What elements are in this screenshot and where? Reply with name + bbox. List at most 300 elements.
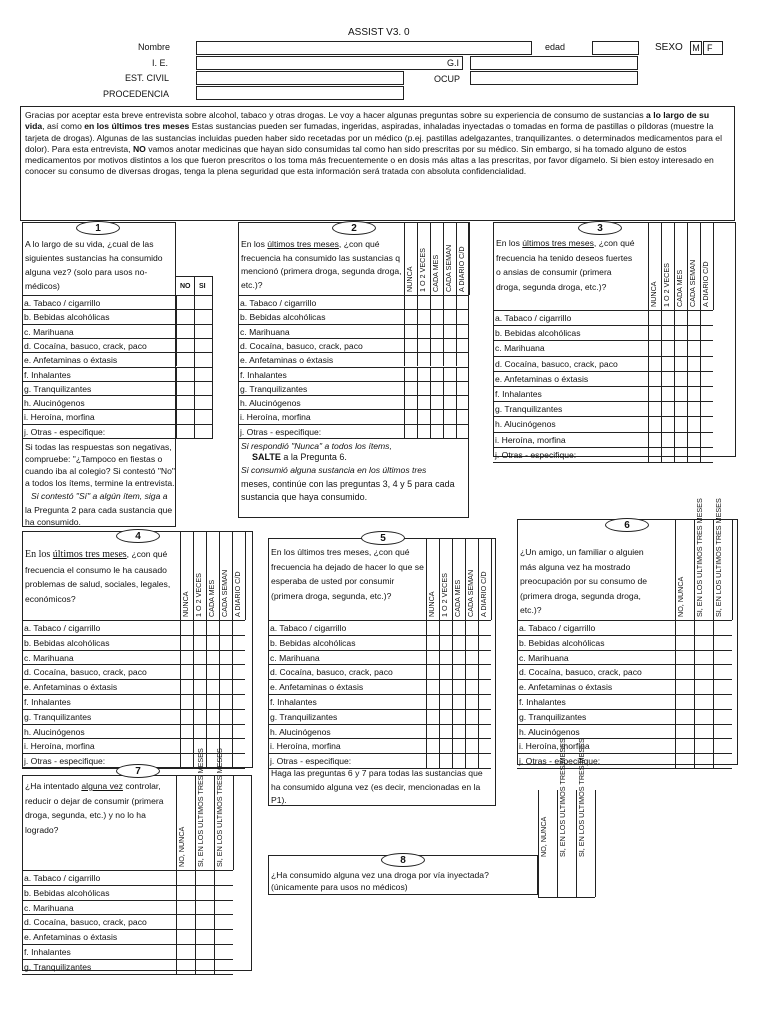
q6-answer-cell[interactable] bbox=[713, 664, 732, 679]
q4-answer-cell[interactable] bbox=[232, 753, 245, 768]
q5-answer-cell[interactable] bbox=[465, 753, 478, 768]
q4-answer-cell[interactable] bbox=[193, 694, 206, 709]
q4-answer-cell[interactable] bbox=[232, 694, 245, 709]
q3-answer-cell[interactable] bbox=[648, 356, 661, 371]
q4-answer-cell[interactable] bbox=[232, 738, 245, 753]
q5-answer-cell[interactable] bbox=[465, 679, 478, 694]
nombre-field[interactable] bbox=[196, 41, 532, 55]
q2-answer-cell[interactable] bbox=[404, 424, 417, 438]
q1-answer-cell[interactable] bbox=[194, 367, 212, 381]
q6-answer-cell[interactable] bbox=[675, 664, 694, 679]
q5-answer-cell[interactable] bbox=[452, 709, 465, 724]
q4-answer-cell[interactable] bbox=[180, 679, 193, 694]
q6-answer-cell[interactable] bbox=[675, 635, 694, 650]
q3-answer-cell[interactable] bbox=[687, 325, 700, 340]
q7-answer-cell[interactable] bbox=[214, 959, 233, 974]
q7-answer-cell[interactable] bbox=[195, 959, 214, 974]
q5-answer-cell[interactable] bbox=[465, 694, 478, 709]
q3-answer-cell[interactable] bbox=[687, 447, 700, 462]
q4-answer-cell[interactable] bbox=[219, 679, 232, 694]
q5-header-col bbox=[491, 538, 492, 620]
q6-question: ¿Un amigo, un familiar o alguien más alguna vez ha mostrado preocupación por su consumo de (primera droga, segunda droga, etc.)? bbox=[520, 547, 648, 615]
q4-answer-cell[interactable] bbox=[206, 709, 219, 724]
q5-answer-cell[interactable] bbox=[478, 679, 491, 694]
q4-answer-cell[interactable] bbox=[180, 753, 193, 768]
q1-answer-cell[interactable] bbox=[194, 324, 212, 338]
q4-answer-cell[interactable] bbox=[232, 620, 245, 635]
q5-answer-cell[interactable] bbox=[465, 709, 478, 724]
q1-row: j. Otras - especifique: bbox=[22, 424, 212, 438]
q2-row: j. Otras - especifique: bbox=[238, 424, 469, 438]
q2-answer-cell[interactable] bbox=[443, 309, 456, 323]
q3-number: 3 bbox=[578, 221, 622, 235]
q5-row: g. Tranquilizantes bbox=[268, 709, 491, 724]
q5-answer-cell[interactable] bbox=[426, 709, 439, 724]
q2-answer-cell[interactable] bbox=[417, 409, 430, 423]
q4-answer-cell[interactable] bbox=[180, 650, 193, 665]
q3-answer-cell[interactable] bbox=[661, 371, 674, 386]
q2-answer-cell[interactable] bbox=[456, 295, 469, 309]
q3-answer-cell[interactable] bbox=[687, 416, 700, 431]
q1-note-2: Si contestó "Sí" a algún ítem, siga a bbox=[31, 491, 168, 501]
q3-row: e. Anfetaminas o éxtasis bbox=[493, 371, 713, 386]
q2-note-1: Si respondió "Nunca" a todos los ítems, bbox=[241, 441, 392, 451]
q2-answer-cell[interactable] bbox=[443, 424, 456, 438]
q3-answer-cell[interactable] bbox=[648, 432, 661, 447]
q4-answer-cell[interactable] bbox=[206, 664, 219, 679]
q1-answer-cell[interactable] bbox=[194, 424, 212, 438]
q4-answer-cell[interactable] bbox=[193, 724, 206, 739]
q2-answer-cell[interactable] bbox=[443, 409, 456, 423]
sexo-m-box[interactable]: M bbox=[690, 41, 702, 55]
q5-answer-cell[interactable] bbox=[439, 650, 452, 665]
civil-field[interactable] bbox=[196, 71, 404, 85]
q3-answer-cell[interactable] bbox=[661, 401, 674, 416]
q1-answer-cell[interactable] bbox=[176, 367, 194, 381]
q5-answer-cell[interactable] bbox=[426, 753, 439, 768]
q2-answer-cell[interactable] bbox=[443, 352, 456, 366]
q3-answer-cell[interactable] bbox=[648, 447, 661, 462]
q3-answer-cell[interactable] bbox=[661, 386, 674, 401]
q3-answer-cell[interactable] bbox=[674, 310, 687, 325]
q1-answer-cell[interactable] bbox=[194, 395, 212, 409]
q5-answer-cell[interactable] bbox=[452, 738, 465, 753]
q2-answer-cell[interactable] bbox=[456, 309, 469, 323]
q4-answer-cell[interactable] bbox=[180, 724, 193, 739]
q1-answer-cell[interactable] bbox=[176, 424, 194, 438]
q2-answer-cell[interactable] bbox=[443, 381, 456, 395]
q7-row: c. Marihuana bbox=[22, 900, 233, 915]
q2-answer-cell[interactable] bbox=[404, 367, 417, 381]
q6-answer-cell[interactable] bbox=[694, 635, 713, 650]
q6-number: 6 bbox=[605, 518, 649, 532]
q1-answer-cell[interactable] bbox=[176, 381, 194, 395]
q5-answer-cell[interactable] bbox=[465, 620, 478, 635]
q3-answer-cell[interactable] bbox=[661, 432, 674, 447]
q3-answer-cell[interactable] bbox=[648, 325, 661, 340]
q7-answer-cell[interactable] bbox=[214, 944, 233, 959]
q4-answer-cell[interactable] bbox=[193, 664, 206, 679]
q5-answer-cell[interactable] bbox=[452, 664, 465, 679]
q6-answer-cell[interactable] bbox=[675, 738, 694, 753]
q1-answer-cell[interactable] bbox=[176, 309, 194, 323]
q4-answer-cell[interactable] bbox=[180, 738, 193, 753]
q6-answer-cell[interactable] bbox=[694, 679, 713, 694]
gi-field[interactable] bbox=[470, 56, 638, 70]
q4-answer-cell[interactable] bbox=[206, 694, 219, 709]
q5-answer-cell[interactable] bbox=[426, 635, 439, 650]
q5-answer-cell[interactable] bbox=[426, 679, 439, 694]
q6-answer-cell[interactable] bbox=[675, 709, 694, 724]
q4-answer-cell[interactable] bbox=[180, 635, 193, 650]
q1-answer-cell[interactable] bbox=[176, 324, 194, 338]
q2-answer-cell[interactable] bbox=[430, 338, 443, 352]
q6-answer-cell[interactable] bbox=[675, 694, 694, 709]
q3-answer-cell[interactable] bbox=[661, 356, 674, 371]
q2-answer-cell[interactable] bbox=[430, 367, 443, 381]
q4-answer-cell[interactable] bbox=[193, 635, 206, 650]
q2-answer-cell[interactable] bbox=[404, 381, 417, 395]
q4-answer-cell[interactable] bbox=[206, 635, 219, 650]
q2-answer-cell[interactable] bbox=[443, 338, 456, 352]
q5-answer-cell[interactable] bbox=[452, 694, 465, 709]
q5-answer-cell[interactable] bbox=[478, 664, 491, 679]
q4-answer-cell[interactable] bbox=[232, 709, 245, 724]
q2-answer-cell[interactable] bbox=[430, 295, 443, 309]
q5-answer-cell[interactable] bbox=[426, 724, 439, 739]
q3-answer-cell[interactable] bbox=[648, 401, 661, 416]
q5-answer-cell[interactable] bbox=[452, 679, 465, 694]
q5-answer-cell[interactable] bbox=[478, 694, 491, 709]
q3-answer-cell[interactable] bbox=[648, 340, 661, 355]
q7-answer-cell[interactable] bbox=[176, 885, 195, 900]
q7-col-header: SI, EN LOS ULTIMOS TRES MESES bbox=[196, 748, 205, 867]
q2-answer-cell[interactable] bbox=[404, 409, 417, 423]
q7-answer-cell[interactable] bbox=[195, 870, 214, 885]
q1-answer-cell[interactable] bbox=[176, 295, 194, 309]
q2-answer-cell[interactable] bbox=[404, 309, 417, 323]
q6-answer-cell[interactable] bbox=[713, 753, 732, 768]
q3-answer-cell[interactable] bbox=[700, 386, 713, 401]
q3-answer-cell[interactable] bbox=[674, 356, 687, 371]
q6-answer-cell[interactable] bbox=[713, 738, 732, 753]
q5-answer-cell[interactable] bbox=[426, 650, 439, 665]
q4-answer-cell[interactable] bbox=[219, 724, 232, 739]
q3-answer-cell[interactable] bbox=[661, 416, 674, 431]
q3-answer-cell[interactable] bbox=[700, 340, 713, 355]
q3-answer-cell[interactable] bbox=[674, 432, 687, 447]
q6-answer-cell[interactable] bbox=[675, 679, 694, 694]
q1-answer-cell[interactable] bbox=[194, 338, 212, 352]
q6-answer-cell[interactable] bbox=[694, 724, 713, 739]
q5-answer-cell[interactable] bbox=[452, 635, 465, 650]
q2-answer-cell[interactable] bbox=[456, 395, 469, 409]
q5-answer-cell[interactable] bbox=[439, 709, 452, 724]
q4-answer-cell[interactable] bbox=[206, 724, 219, 739]
q5-answer-cell[interactable] bbox=[465, 635, 478, 650]
q5-answer-cell[interactable] bbox=[426, 620, 439, 635]
q1-answer-cell[interactable] bbox=[176, 409, 194, 423]
q2-answer-cell[interactable] bbox=[404, 324, 417, 338]
q7-answer-cell[interactable] bbox=[176, 929, 195, 944]
q3-answer-cell[interactable] bbox=[687, 371, 700, 386]
q4-answer-cell[interactable] bbox=[206, 650, 219, 665]
q3-answer-cell[interactable] bbox=[700, 416, 713, 431]
q4-answer-cell[interactable] bbox=[219, 620, 232, 635]
q4-answer-cell[interactable] bbox=[232, 679, 245, 694]
q5-answer-cell[interactable] bbox=[426, 738, 439, 753]
q3-answer-cell[interactable] bbox=[648, 310, 661, 325]
q5-answer-cell[interactable] bbox=[478, 724, 491, 739]
q5-answer-cell[interactable] bbox=[465, 650, 478, 665]
procedencia-field[interactable] bbox=[196, 86, 404, 100]
q4-answer-cell[interactable] bbox=[180, 664, 193, 679]
q3-answer-cell[interactable] bbox=[661, 325, 674, 340]
q5-answer-cell[interactable] bbox=[439, 724, 452, 739]
q5-answer-cell[interactable] bbox=[452, 620, 465, 635]
q3-answer-cell[interactable] bbox=[700, 432, 713, 447]
q7-answer-cell[interactable] bbox=[176, 944, 195, 959]
q2-answer-cell[interactable] bbox=[456, 381, 469, 395]
q2-answer-cell[interactable] bbox=[417, 367, 430, 381]
ocup-field[interactable] bbox=[470, 71, 638, 85]
q3-answer-cell[interactable] bbox=[661, 310, 674, 325]
q6-answer-cell[interactable] bbox=[713, 694, 732, 709]
q3-answer-cell[interactable] bbox=[700, 447, 713, 462]
q2-answer-cell[interactable] bbox=[456, 338, 469, 352]
q7-answer-cell[interactable] bbox=[176, 900, 195, 915]
q3-answer-cell[interactable] bbox=[648, 416, 661, 431]
q4-answer-cell[interactable] bbox=[219, 650, 232, 665]
q6-answer-cell[interactable] bbox=[675, 650, 694, 665]
q4-answer-cell[interactable] bbox=[180, 620, 193, 635]
q1-answer-cell[interactable] bbox=[194, 295, 212, 309]
q4-answer-cell[interactable] bbox=[219, 694, 232, 709]
q3-answer-cell[interactable] bbox=[700, 356, 713, 371]
ie-field[interactable] bbox=[196, 56, 463, 70]
q3-answer-cell[interactable] bbox=[700, 401, 713, 416]
q2-answer-cell[interactable] bbox=[417, 352, 430, 366]
q2-answer-cell[interactable] bbox=[430, 324, 443, 338]
edad-field[interactable] bbox=[592, 41, 639, 55]
q6-col-header: SI, EN LOS ULTIMOS TRES MESES bbox=[695, 498, 704, 617]
q3-answer-cell[interactable] bbox=[661, 340, 674, 355]
q5-answer-cell[interactable] bbox=[439, 635, 452, 650]
q3-answer-cell[interactable] bbox=[700, 325, 713, 340]
q2-answer-cell[interactable] bbox=[456, 367, 469, 381]
q2-answer-cell[interactable] bbox=[404, 352, 417, 366]
q7-question: ¿Ha intentado alguna vez controlar, reducir o dejar de consumir (primera droga, segunda, etc.) y no lo ha logrado? bbox=[25, 781, 164, 835]
q3-answer-cell[interactable] bbox=[700, 310, 713, 325]
q6-row: b. Bebidas alcohólicas bbox=[517, 635, 732, 650]
q4-answer-cell[interactable] bbox=[206, 679, 219, 694]
q7-answer-cell[interactable] bbox=[214, 885, 233, 900]
q6-answer-cell[interactable] bbox=[694, 620, 713, 635]
q4-answer-cell[interactable] bbox=[219, 664, 232, 679]
q7-answer-cell[interactable] bbox=[176, 959, 195, 974]
q7-answer-cell[interactable] bbox=[195, 944, 214, 959]
q2-answer-cell[interactable] bbox=[417, 338, 430, 352]
q4-answer-cell[interactable] bbox=[193, 679, 206, 694]
q2-answer-cell[interactable] bbox=[443, 295, 456, 309]
q5-answer-cell[interactable] bbox=[439, 679, 452, 694]
q4-answer-cell[interactable] bbox=[232, 650, 245, 665]
q1-answer-cell[interactable] bbox=[194, 409, 212, 423]
q2-answer-cell[interactable] bbox=[443, 395, 456, 409]
q1-answer-cell[interactable] bbox=[194, 381, 212, 395]
q2-answer-cell[interactable] bbox=[430, 381, 443, 395]
q5-answer-cell[interactable] bbox=[439, 694, 452, 709]
q7-answer-cell[interactable] bbox=[195, 929, 214, 944]
q3-answer-cell[interactable] bbox=[674, 447, 687, 462]
q5-answer-cell[interactable] bbox=[478, 753, 491, 768]
q7-answer-cell[interactable] bbox=[214, 900, 233, 915]
q2-answer-cell[interactable] bbox=[417, 324, 430, 338]
q7-answer-cell[interactable] bbox=[214, 929, 233, 944]
q2-col-header: CADA SEMAN bbox=[444, 244, 453, 292]
q2-answer-cell[interactable] bbox=[430, 395, 443, 409]
q2-header-col bbox=[469, 222, 470, 295]
q5-answer-cell[interactable] bbox=[426, 664, 439, 679]
q1-answer-cell[interactable] bbox=[194, 309, 212, 323]
q3-answer-cell[interactable] bbox=[674, 325, 687, 340]
q2-answer-cell[interactable] bbox=[404, 295, 417, 309]
q2-answer-cell[interactable] bbox=[417, 295, 430, 309]
q6-answer-cell[interactable] bbox=[694, 664, 713, 679]
q5-answer-cell[interactable] bbox=[452, 724, 465, 739]
q4-answer-cell[interactable] bbox=[232, 664, 245, 679]
q2-answer-cell[interactable] bbox=[417, 424, 430, 438]
q7-answer-cell[interactable] bbox=[176, 870, 195, 885]
q1-answer-cell[interactable] bbox=[176, 338, 194, 352]
q3-answer-cell[interactable] bbox=[687, 386, 700, 401]
q5-answer-cell[interactable] bbox=[465, 724, 478, 739]
q2-answer-cell[interactable] bbox=[430, 409, 443, 423]
q3-answer-cell[interactable] bbox=[674, 401, 687, 416]
q5-answer-cell[interactable] bbox=[439, 620, 452, 635]
q3-answer-cell[interactable] bbox=[674, 386, 687, 401]
q6-answer-cell[interactable] bbox=[694, 753, 713, 768]
q2-answer-cell[interactable] bbox=[430, 424, 443, 438]
q2-answer-cell[interactable] bbox=[456, 324, 469, 338]
q4-answer-cell[interactable] bbox=[193, 620, 206, 635]
q4-answer-cell[interactable] bbox=[206, 620, 219, 635]
q4-answer-cell[interactable] bbox=[180, 709, 193, 724]
q3-answer-cell[interactable] bbox=[687, 432, 700, 447]
q5-answer-cell[interactable] bbox=[478, 635, 491, 650]
q6-answer-cell[interactable] bbox=[694, 694, 713, 709]
q6-answer-cell[interactable] bbox=[713, 635, 732, 650]
q4-answer-cell[interactable] bbox=[193, 650, 206, 665]
q2-answer-cell[interactable] bbox=[443, 367, 456, 381]
q4-answer-cell[interactable] bbox=[180, 694, 193, 709]
q6-answer-cell[interactable] bbox=[675, 753, 694, 768]
q1-answer-cell[interactable] bbox=[176, 395, 194, 409]
q2-answer-cell[interactable] bbox=[456, 409, 469, 423]
q3-answer-cell[interactable] bbox=[687, 356, 700, 371]
q3-answer-cell[interactable] bbox=[674, 340, 687, 355]
q3-answer-cell[interactable] bbox=[648, 386, 661, 401]
q2-answer-cell[interactable] bbox=[417, 395, 430, 409]
q3-answer-cell[interactable] bbox=[687, 340, 700, 355]
q7-answer-cell[interactable] bbox=[195, 885, 214, 900]
q6-answer-cell[interactable] bbox=[713, 724, 732, 739]
q3-answer-cell[interactable] bbox=[687, 401, 700, 416]
q3-answer-cell[interactable] bbox=[700, 371, 713, 386]
q5-answer-cell[interactable] bbox=[439, 738, 452, 753]
q6-answer-cell[interactable] bbox=[675, 620, 694, 635]
procedencia-label: PROCEDENCIA bbox=[103, 89, 170, 99]
q3-answer-cell[interactable] bbox=[674, 371, 687, 386]
q4-answer-cell[interactable] bbox=[193, 709, 206, 724]
q1-answer-cell[interactable] bbox=[176, 352, 194, 366]
q6-answer-cell[interactable] bbox=[713, 620, 732, 635]
q1-row: g. Tranquilizantes bbox=[22, 381, 212, 395]
q2-answer-cell[interactable] bbox=[443, 324, 456, 338]
q6-answer-cell[interactable] bbox=[694, 709, 713, 724]
q6-answer-cell[interactable] bbox=[694, 738, 713, 753]
q6-answer-cell[interactable] bbox=[675, 724, 694, 739]
q5-answer-cell[interactable] bbox=[478, 738, 491, 753]
q2-answer-cell[interactable] bbox=[404, 395, 417, 409]
q5-answer-cell[interactable] bbox=[478, 620, 491, 635]
q7-answer-cell[interactable] bbox=[214, 914, 233, 929]
q2-answer-cell[interactable] bbox=[404, 338, 417, 352]
q6-answer-cell[interactable] bbox=[713, 709, 732, 724]
q3-answer-cell[interactable] bbox=[661, 447, 674, 462]
q1-answer-cell[interactable] bbox=[194, 352, 212, 366]
q4-answer-cell[interactable] bbox=[219, 635, 232, 650]
q5-row: b. Bebidas alcohólicas bbox=[268, 635, 491, 650]
q4-answer-cell[interactable] bbox=[232, 635, 245, 650]
q5-answer-cell[interactable] bbox=[478, 709, 491, 724]
q5-answer-cell[interactable] bbox=[439, 753, 452, 768]
q3-answer-cell[interactable] bbox=[687, 310, 700, 325]
q2-answer-cell[interactable] bbox=[456, 352, 469, 366]
q5-answer-cell[interactable] bbox=[465, 664, 478, 679]
q2-answer-cell[interactable] bbox=[417, 309, 430, 323]
q3-answer-cell[interactable] bbox=[648, 371, 661, 386]
q6-answer-cell[interactable] bbox=[713, 679, 732, 694]
q7-answer-cell[interactable] bbox=[214, 870, 233, 885]
q2-answer-cell[interactable] bbox=[430, 352, 443, 366]
q7-answer-cell[interactable] bbox=[195, 900, 214, 915]
q2-answer-cell[interactable] bbox=[417, 381, 430, 395]
q5-answer-cell[interactable] bbox=[439, 664, 452, 679]
q2-col-header: A DIARIO C/D bbox=[457, 246, 466, 292]
q4-answer-cell[interactable] bbox=[232, 724, 245, 739]
sexo-f-box[interactable]: F bbox=[703, 41, 723, 55]
intro-text: Gracias por aceptar esta breve entrevista sobre alcohol, tabaco y otras drogas. Le voy a hacer algunas preguntas sobre su experiencia de consumo de sustancias a lo largo de su vida, así como en los últimos tres meses Estas sustancias pueden ser fumadas, ingeridas, aspiradas, inhaladas inyectadas o tomadas en forma de pastillas o píldoras (muestre la tarjeta de drogas). Algunas de las sustancias incluidas pueden haber sido recetadas por un médico (p.ej. pastillas adelgazantes, tranquilizantes. o determinados medicamentos para el dolor). Para esta entrevista, NO vamos anotar medicinas que hayan sido consumidas tal como han sido prescritas por su médico. Sin embargo, si ha tomado alguno de estos medicamentos por motivos distintos a los que fueron prescritos o los toma más frecuentemente o en dosis más altas a las prescritas, por favor dígamelo. Si bien estoy interesado en conocer su consumo de diversas drogas, tenga la plena seguridad que esta información será tratada con absoluta confidencialidad. bbox=[20, 106, 735, 221]
q5-answer-cell[interactable] bbox=[478, 650, 491, 665]
q2-answer-cell[interactable] bbox=[430, 309, 443, 323]
q7-answer-cell[interactable] bbox=[176, 914, 195, 929]
q5-answer-cell[interactable] bbox=[426, 694, 439, 709]
q7-row: b. Bebidas alcohólicas bbox=[22, 885, 233, 900]
q3-answer-cell[interactable] bbox=[674, 416, 687, 431]
q6-answer-cell[interactable] bbox=[713, 650, 732, 665]
q6-answer-cell[interactable] bbox=[694, 650, 713, 665]
q7-answer-cell[interactable] bbox=[195, 914, 214, 929]
q2-row: a. Tabaco / cigarrillo bbox=[238, 295, 469, 309]
q5-answer-cell[interactable] bbox=[465, 738, 478, 753]
q6-col-header: NO, NUNCA bbox=[676, 576, 685, 617]
q5-answer-cell[interactable] bbox=[452, 753, 465, 768]
q5-answer-cell[interactable] bbox=[452, 650, 465, 665]
q5-row: c. Marihuana bbox=[268, 650, 491, 665]
q4-answer-cell[interactable] bbox=[219, 709, 232, 724]
q2-answer-cell[interactable] bbox=[456, 424, 469, 438]
